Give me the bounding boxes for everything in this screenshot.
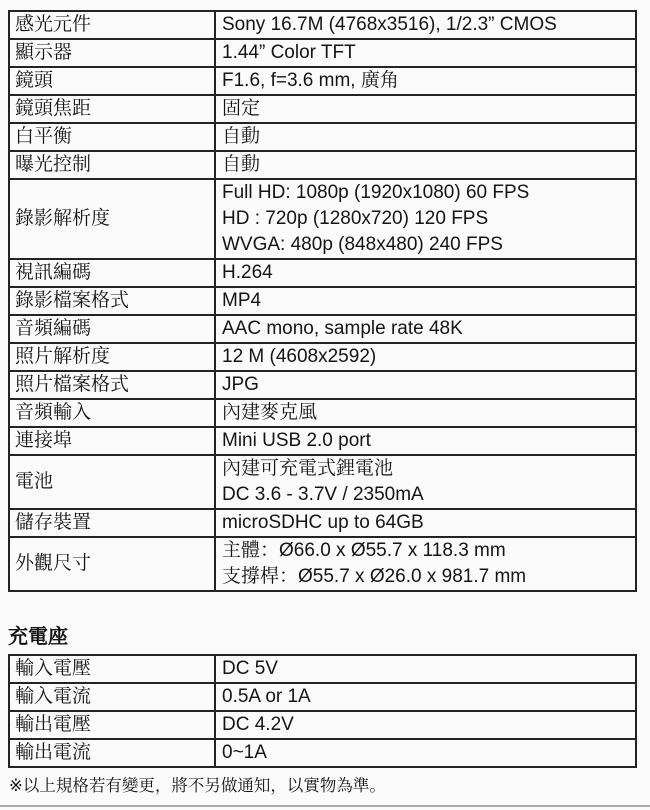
spec-value-line: 自動 (222, 126, 261, 147)
spec-label: 輸入電流 (9, 683, 215, 711)
spec-value-line: Sony 16.7M (4768x3516), 1/2.3” CMOS (222, 14, 557, 35)
spec-row-video-file-format (9, 287, 636, 315)
spec-row-video-resolution (9, 179, 636, 259)
spec-row-photo-resolution (9, 343, 636, 371)
spec-value-line: 內建麥克風 (222, 402, 318, 423)
spec-value (215, 739, 636, 767)
spec-row-audio-input (9, 399, 636, 427)
spec-row-battery (9, 455, 636, 509)
spec-value-line: DC 3.6 - 3.7V / 2350mA (222, 484, 424, 505)
spec-label: 照片解析度 (9, 343, 215, 371)
camera-spec-table (8, 10, 637, 592)
spec-value (215, 259, 636, 287)
footnote: ※以上規格若有變更，將不另做通知，以實物為準。 (9, 777, 386, 795)
spec-value-line: 固定 (222, 98, 261, 119)
spec-value-line: H.264 (222, 262, 273, 283)
spec-value-line: 0~1A (222, 742, 267, 763)
spec-label: 儲存裝置 (9, 509, 215, 537)
spec-value-line: MP4 (222, 290, 262, 311)
spec-row-exposure-control (9, 151, 636, 179)
spec-row-dimensions (9, 537, 636, 591)
spec-label: 輸出電壓 (9, 711, 215, 739)
spec-label: 音頻編碼 (9, 315, 215, 343)
spec-value (215, 427, 636, 455)
spec-value-line: DC 5V (222, 658, 278, 679)
spec-value-line: JPG (222, 374, 259, 395)
spec-row-photo-file-format (9, 371, 636, 399)
spec-value (215, 179, 636, 259)
spec-value-line: HD : 720p (1280x720) 120 FPS (222, 208, 489, 229)
spec-label: 錄影檔案格式 (9, 287, 215, 315)
spec-row-video-codec (9, 259, 636, 287)
spec-value (215, 399, 636, 427)
spec-value (215, 11, 636, 39)
spec-value-line: WVGA: 480p (848x480) 240 FPS (222, 234, 503, 255)
spec-value (215, 509, 636, 537)
spec-label: 白平衡 (9, 123, 215, 151)
spec-label: 鏡頭焦距 (9, 95, 215, 123)
spec-value (215, 123, 636, 151)
spec-label: 曝光控制 (9, 151, 215, 179)
spec-label: 顯示器 (9, 39, 215, 67)
spec-value (215, 287, 636, 315)
spec-label: 錄影解析度 (9, 179, 215, 259)
spec-value-line: AAC mono, sample rate 48K (222, 318, 463, 339)
spec-row-sensor (9, 11, 636, 39)
spec-row-lens (9, 67, 636, 95)
spec-value-line: F1.6, f=3.6 mm, 廣角 (222, 70, 399, 91)
dock-row-input-current (9, 683, 636, 711)
spec-value (215, 711, 636, 739)
dock-row-output-voltage (9, 711, 636, 739)
spec-value-line: 自動 (222, 154, 261, 175)
spec-row-storage (9, 509, 636, 537)
spec-value-line: 內建可充電式鋰電池 (222, 458, 394, 479)
spec-label: 音頻輸入 (9, 399, 215, 427)
spec-value (215, 371, 636, 399)
spec-label: 感光元件 (9, 11, 215, 39)
spec-label: 視訊編碼 (9, 259, 215, 287)
spec-label: 輸入電壓 (9, 655, 215, 683)
spec-value-line: 支撐桿：Ø55.7 x Ø26.0 x 981.7 mm (222, 566, 527, 587)
spec-value (215, 151, 636, 179)
spec-value-line: 0.5A or 1A (222, 686, 311, 707)
spec-value-line: Mini USB 2.0 port (222, 430, 371, 451)
spec-row-display (9, 39, 636, 67)
dock-row-input-voltage (9, 655, 636, 683)
spec-value-line: 主體：Ø66.0 x Ø55.7 x 118.3 mm (222, 540, 506, 561)
spec-label: 電池 (9, 455, 215, 509)
spec-value-line: microSDHC up to 64GB (222, 512, 424, 533)
spec-row-lens-focus (9, 95, 636, 123)
spec-value (215, 95, 636, 123)
spec-label: 連接埠 (9, 427, 215, 455)
spec-value (215, 39, 636, 67)
spec-value (215, 455, 636, 509)
dock-spec-table (8, 654, 637, 768)
spec-label: 輸出電流 (9, 739, 215, 767)
spec-value (215, 315, 636, 343)
spec-row-white-balance (9, 123, 636, 151)
spec-row-port (9, 427, 636, 455)
spec-value-line: 12 M (4608x2592) (222, 346, 377, 367)
spec-value-line: Full HD: 1080p (1920x1080) 60 FPS (222, 182, 530, 203)
spec-value (215, 343, 636, 371)
dock-section-title: 充電座 (8, 626, 68, 648)
spec-value-line: 1.44” Color TFT (222, 42, 356, 63)
dock-row-output-current (9, 739, 636, 767)
spec-value (215, 683, 636, 711)
spec-value (215, 67, 636, 95)
bottom-divider (0, 805, 650, 807)
spec-value (215, 537, 636, 591)
spec-value (215, 655, 636, 683)
spec-label: 照片檔案格式 (9, 371, 215, 399)
spec-value-line: DC 4.2V (222, 714, 294, 735)
spec-row-audio-codec (9, 315, 636, 343)
spec-label: 外觀尺寸 (9, 537, 215, 591)
spec-label: 鏡頭 (9, 67, 215, 95)
